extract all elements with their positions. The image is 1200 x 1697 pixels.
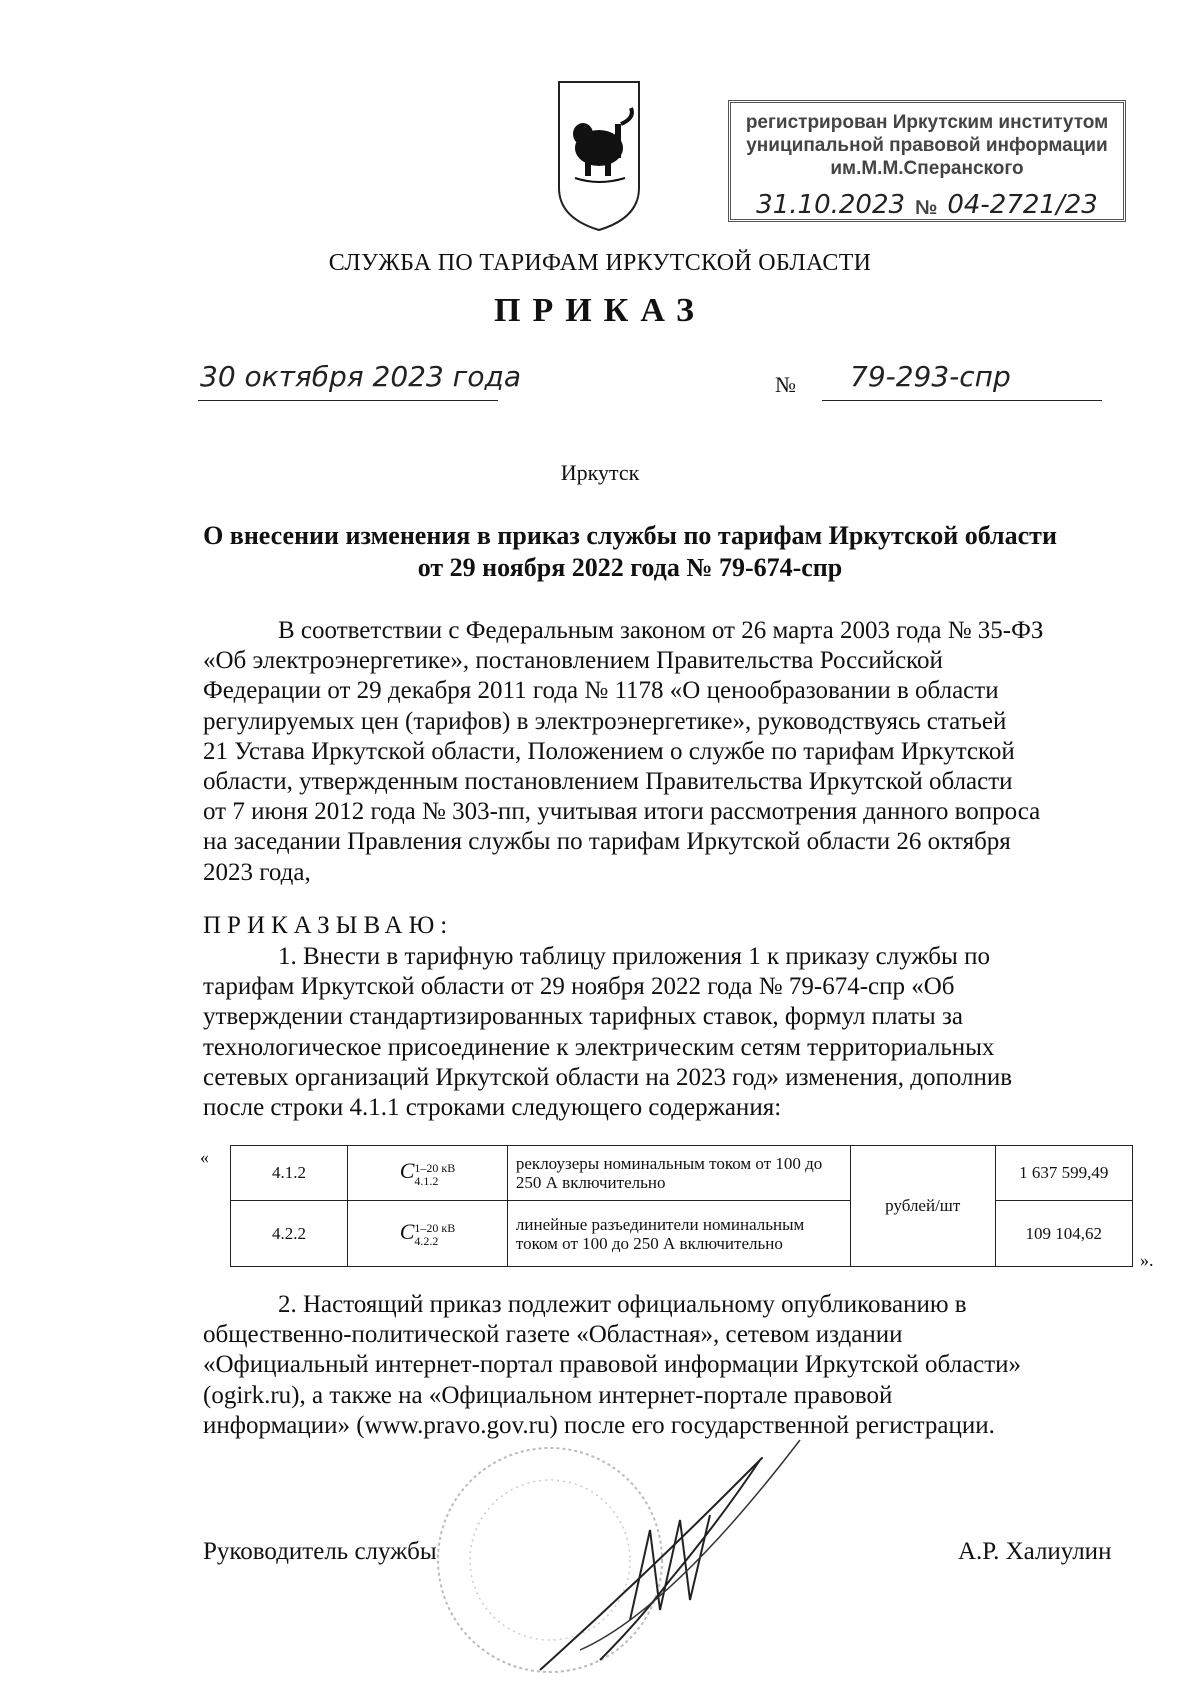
row-code: 4.1.2 (231, 1146, 348, 1201)
preamble-line: 21 Устава Иркутской области, Положением о службе по тарифам Иркутской (203, 737, 1015, 765)
stamp-reg-number: 04-2721/23 (947, 190, 1098, 220)
preamble-paragraph (203, 616, 1140, 888)
preamble-line: регулируемых цен (тарифов) в электроэнергетике», руководствуясь статьей (203, 707, 1007, 735)
order-number-label: № (775, 372, 796, 397)
item-2-line: (ogirk.ru), а также на «Официальном интернет-портале правовой (203, 1381, 893, 1409)
stamp-line-2: униципальной правовой информации (746, 135, 1108, 156)
row-symbol: C1–20 кВ 4.2.2 (348, 1201, 508, 1267)
item-1-line: тарифам Иркутской области от 29 ноября 2022 года № 79-674-спр «Об (203, 973, 955, 1001)
coat-of-arms-emblem (555, 78, 643, 233)
row-description: линейные разъединители номинальным током от 100 до 250 А включительно (507, 1201, 850, 1267)
table-quote-open: « (200, 1147, 209, 1167)
preamble-line: на заседании Правления службы по тарифам Иркутской области 26 октября (203, 828, 1011, 856)
tariff-table (230, 1145, 1133, 1267)
title-line-1: О внесении изменения в приказ службы по тарифам Иркутской области (203, 521, 1057, 550)
unit-cell: рублей/шт (850, 1146, 995, 1267)
date-underline (198, 400, 498, 401)
row-value: 1 637 599,49 (995, 1146, 1132, 1201)
number-underline (822, 400, 1102, 401)
item-2-line: 2. Настоящий приказ подлежит официальному опубликованию в (278, 1291, 967, 1318)
preamble-line: от 7 июня 2012 года № 303-пп, учитывая итоги рассмотрения данного вопроса (203, 798, 1041, 826)
row-symbol: C1–20 кВ 4.1.2 (348, 1146, 508, 1201)
table-quote-close: ». (1140, 1250, 1154, 1270)
signer-name: А.Р. Халиулин (958, 1538, 1112, 1565)
preamble-line: Федерации от 29 декабря 2011 года № 1178 «О ценообразовании в области (203, 677, 999, 705)
stamp-number-sign: № (915, 197, 938, 219)
document-type: ПРИКАЗ (494, 292, 706, 329)
stamp-line-1: регистрирован Иркутским институтом (745, 112, 1109, 133)
item-1-paragraph (203, 942, 1140, 1123)
document-title (150, 520, 1110, 584)
order-keyword: ПРИКАЗЫВАЮ: (203, 912, 454, 939)
item-1-line: после строки 4.1.1 строками следующего содержания: (203, 1094, 782, 1122)
order-number: 79-293-спр (850, 360, 1011, 393)
stamp-line-3: им.М.М.Сперанского (830, 158, 1024, 179)
table-row (231, 1146, 1133, 1201)
item-2-line: общественно-политической газете «Областная», сетевом издании (203, 1321, 903, 1349)
item-1-line: технологическое присоединение к электрическим сетям территориальных (203, 1033, 995, 1061)
item-1-line: сетевых организаций Иркутской области на 2023 год» изменения, дополнив (203, 1063, 1013, 1091)
organization-name: СЛУЖБА ПО ТАРИФАМ ИРКУТСКОЙ ОБЛАСТИ (328, 250, 872, 276)
preamble-line: 2023 года, (203, 858, 311, 886)
item-1-line: 1. Внести в тарифную таблицу приложения 1 к приказу службы по (278, 943, 990, 970)
preamble-line: В соответствии с Федеральным законом от 26 марта 2003 года № 35-ФЗ (278, 617, 1044, 644)
signature-icon (520, 1420, 820, 1680)
stamp-reg-date: 31.10.2023 (756, 190, 906, 220)
item-2-line: информации» (www.pravo.gov.ru) после его государственной регистрации. (203, 1411, 995, 1439)
order-date: 30 октября 2023 года (200, 360, 522, 393)
item-2-line: «Официальный интернет-портал правовой информации Иркутской области» (203, 1351, 1022, 1379)
city: Иркутск (560, 460, 640, 485)
registration-stamp (728, 100, 1126, 222)
table-row (231, 1201, 1133, 1267)
title-line-2: от 29 ноября 2022 года № 79-674-спр (417, 553, 843, 582)
preamble-line: области, утвержденным постановлением Правительства Иркутской области (203, 768, 1013, 796)
row-code: 4.2.2 (231, 1201, 348, 1267)
row-value: 109 104,62 (995, 1201, 1132, 1267)
signer-position: Руководитель службы (203, 1538, 437, 1565)
row-description: реклоузеры номинальным током от 100 до 250 А включительно (507, 1146, 850, 1201)
item-2-paragraph (203, 1290, 1140, 1441)
preamble-line: «Об электроэнергетике», постановлением Правительства Российской (203, 647, 943, 675)
item-1-line: утверждении стандартизированных тарифных ставок, формул платы за (203, 1003, 963, 1031)
